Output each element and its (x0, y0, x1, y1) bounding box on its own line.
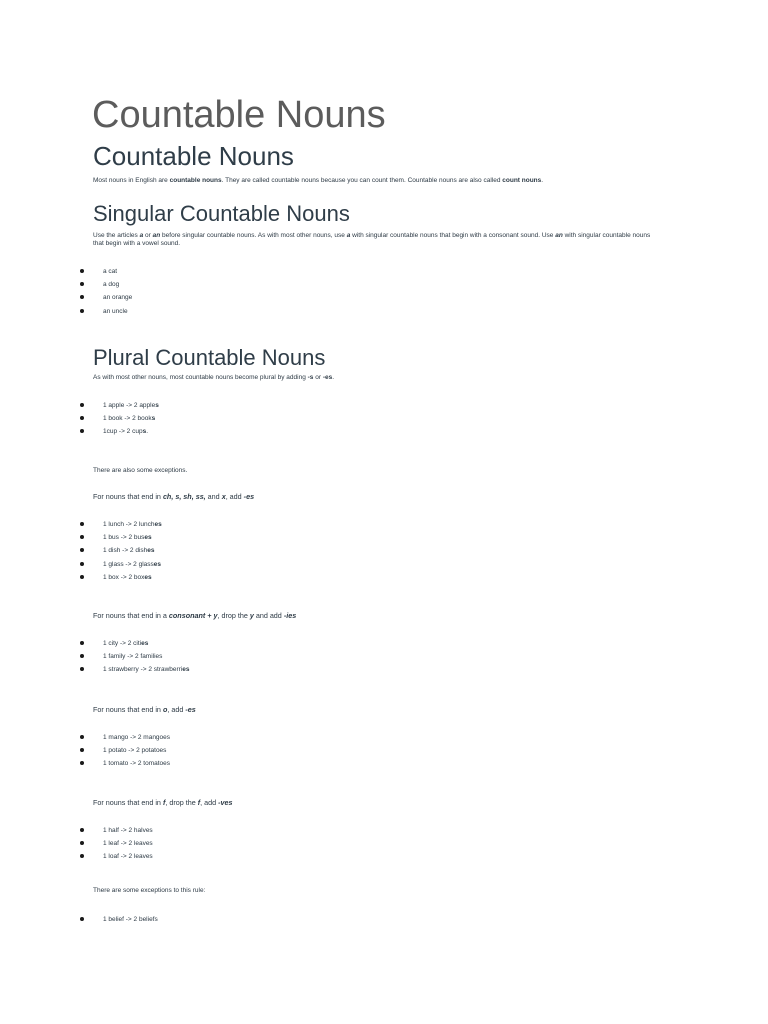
list-item-text (103, 640, 148, 648)
list-item-text (103, 294, 132, 302)
item-run: es (141, 640, 149, 647)
list-item-text (103, 415, 155, 423)
item-run: 1 strawberry -> 2 strawberri (103, 666, 183, 674)
list-item-text (103, 268, 117, 276)
item-run: es (144, 573, 152, 581)
item-run: 1 book -> 2 book (103, 415, 152, 423)
item-run: 1 glass -> 2 glass (103, 560, 154, 568)
text-run: an (152, 232, 161, 239)
item-run: 1 city -> 2 citi (103, 640, 142, 647)
text-run: . (332, 374, 335, 381)
bullet-icon (80, 548, 84, 552)
text-run: , add (225, 492, 244, 501)
item-run: . (146, 428, 149, 436)
text-run: y (249, 611, 254, 620)
item-run: 1 tomato -> 2 tomatoes (103, 760, 171, 768)
item-run: 1cup -> 2 cup (103, 428, 143, 436)
text-run: and (205, 492, 222, 501)
list-item-text (103, 561, 161, 569)
item-run: 1 family -> 2 families (103, 653, 163, 661)
item-run: s (151, 415, 156, 423)
text-run: For nouns that end in a (93, 611, 169, 620)
item-run: s (142, 428, 147, 436)
text-run: or (143, 232, 153, 239)
list-item-text (103, 574, 152, 582)
countable-intro-paragraph (93, 177, 658, 185)
text-run: Most nouns in English are (93, 177, 170, 184)
rule-f-label (93, 798, 658, 807)
list-item-text (103, 734, 170, 742)
bullet-icon (80, 403, 84, 407)
rule-es-label (93, 492, 658, 501)
item-run: 1 half -> 2 halves (103, 827, 153, 834)
bullet-icon (80, 917, 84, 921)
text-run: -es (185, 705, 196, 714)
exceptions-note (93, 467, 658, 475)
bullet-icon (80, 828, 84, 832)
text-run: count nouns (502, 177, 542, 184)
rule-exceptions-label (93, 887, 658, 895)
text-run: a (139, 232, 144, 239)
item-run: 1 dish -> 2 dish (103, 547, 148, 555)
bullet-icon (80, 269, 84, 273)
list-item-text (103, 281, 119, 289)
item-run: 1 lunch -> 2 lunch (103, 521, 155, 528)
text-run: , add (200, 798, 219, 807)
item-run: es (182, 666, 190, 674)
item-run: es (153, 560, 161, 568)
list-item-text (103, 827, 153, 835)
text-run: -ies (283, 611, 297, 620)
text-run: countable nouns (169, 177, 222, 184)
list-item-text (103, 428, 148, 436)
bullet-icon (80, 575, 84, 579)
text-run: There are some exceptions to this rule: (93, 887, 206, 894)
text-run: f (162, 798, 166, 807)
list-item-text (103, 547, 155, 555)
section-heading-singular: Singular Countable Nouns (93, 201, 350, 226)
bullet-icon (80, 282, 84, 286)
text-run: Use the articles (93, 232, 140, 239)
item-run: 1 box -> 2 box (103, 573, 145, 581)
item-run: es (154, 521, 162, 528)
text-run: with singular countable nouns that begin with a vowel sound. (93, 232, 651, 247)
rule-o-label (93, 705, 658, 714)
text-run: an (555, 232, 563, 239)
list-item-text (103, 747, 166, 755)
text-run: As with most other nouns, most countable nouns become plural by adding (93, 374, 308, 381)
bullet-icon (80, 295, 84, 299)
text-run: or (313, 374, 323, 381)
bullet-icon (80, 654, 84, 658)
item-run: 1 apple -> 2 apple (103, 402, 156, 409)
bullet-icon (80, 429, 84, 433)
text-run: For nouns that end in (93, 798, 163, 807)
item-run: 1 bus -> 2 bus (103, 534, 145, 542)
list-item-text (103, 916, 158, 924)
item-run: s (155, 402, 159, 409)
rule-ies-label (93, 611, 658, 620)
list-item-text (103, 853, 153, 861)
text-run: with singular countable nouns that begin with a consonant sound. Use (350, 232, 556, 239)
bullet-icon (80, 641, 84, 645)
list-item-text (103, 653, 162, 661)
item-run: 1 leaf -> 2 leaves (103, 840, 153, 848)
list-item-text (103, 840, 153, 848)
text-run: and add (253, 611, 284, 620)
bullet-icon (80, 735, 84, 739)
item-run: es (144, 534, 152, 542)
item-run: 1 mango -> 2 mangoes (103, 734, 171, 741)
text-run: ch, s, sh, ss, (162, 492, 206, 501)
list-item-text (103, 760, 170, 768)
section-heading-plural: Plural Countable Nouns (93, 345, 326, 370)
text-run: -ves (218, 798, 233, 807)
text-run: , drop the (217, 611, 250, 620)
text-run: For nouns that end in (93, 492, 163, 501)
bullet-icon (80, 748, 84, 752)
text-run: a (346, 232, 351, 239)
bullet-icon (80, 761, 84, 765)
bullet-icon (80, 309, 84, 313)
bullet-icon (80, 854, 84, 858)
text-run: before singular countable nouns. As with most other nouns, use (160, 232, 347, 239)
item-run: an orange (103, 294, 133, 302)
text-run: consonant + y (168, 611, 218, 620)
list-item-text (103, 308, 128, 316)
item-run: a dog (103, 281, 120, 289)
bullet-icon (80, 416, 84, 420)
text-run: -es (322, 374, 333, 381)
list-item-text (103, 402, 159, 410)
list-item-text (103, 534, 152, 542)
text-run: o (162, 705, 168, 714)
text-run: , drop the (165, 798, 198, 807)
bullet-icon (80, 522, 84, 526)
page-title: Countable Nouns (92, 94, 386, 136)
item-run: 1 belief -> 2 beliefs (103, 916, 158, 923)
text-run: f (197, 798, 201, 807)
bullet-icon (80, 667, 84, 671)
text-run: , add (167, 705, 186, 714)
bullet-icon (80, 562, 84, 566)
item-run: es (147, 547, 155, 555)
singular-intro-paragraph (93, 232, 658, 248)
item-run: 1 loaf -> 2 leaves (103, 853, 153, 861)
item-run: 1 potato -> 2 potatoes (103, 747, 167, 755)
plural-intro-paragraph (93, 374, 658, 382)
text-run: . They are called countable nouns because you can count them. Countable nouns are also called (221, 177, 503, 184)
text-run: -s (307, 374, 314, 381)
section-heading-countable-nouns: Countable Nouns (93, 141, 294, 171)
item-run: a cat (103, 268, 118, 275)
text-run: For nouns that end in (93, 705, 163, 714)
text-run: -es (243, 492, 255, 501)
bullet-icon (80, 535, 84, 539)
item-run: an uncle (103, 307, 128, 315)
list-item-text (103, 521, 162, 529)
bullet-icon (80, 841, 84, 845)
list-item-text (103, 666, 190, 674)
text-run: x (221, 492, 226, 501)
text-run: There are also some exceptions. (93, 467, 188, 474)
text-run: . (541, 177, 544, 184)
